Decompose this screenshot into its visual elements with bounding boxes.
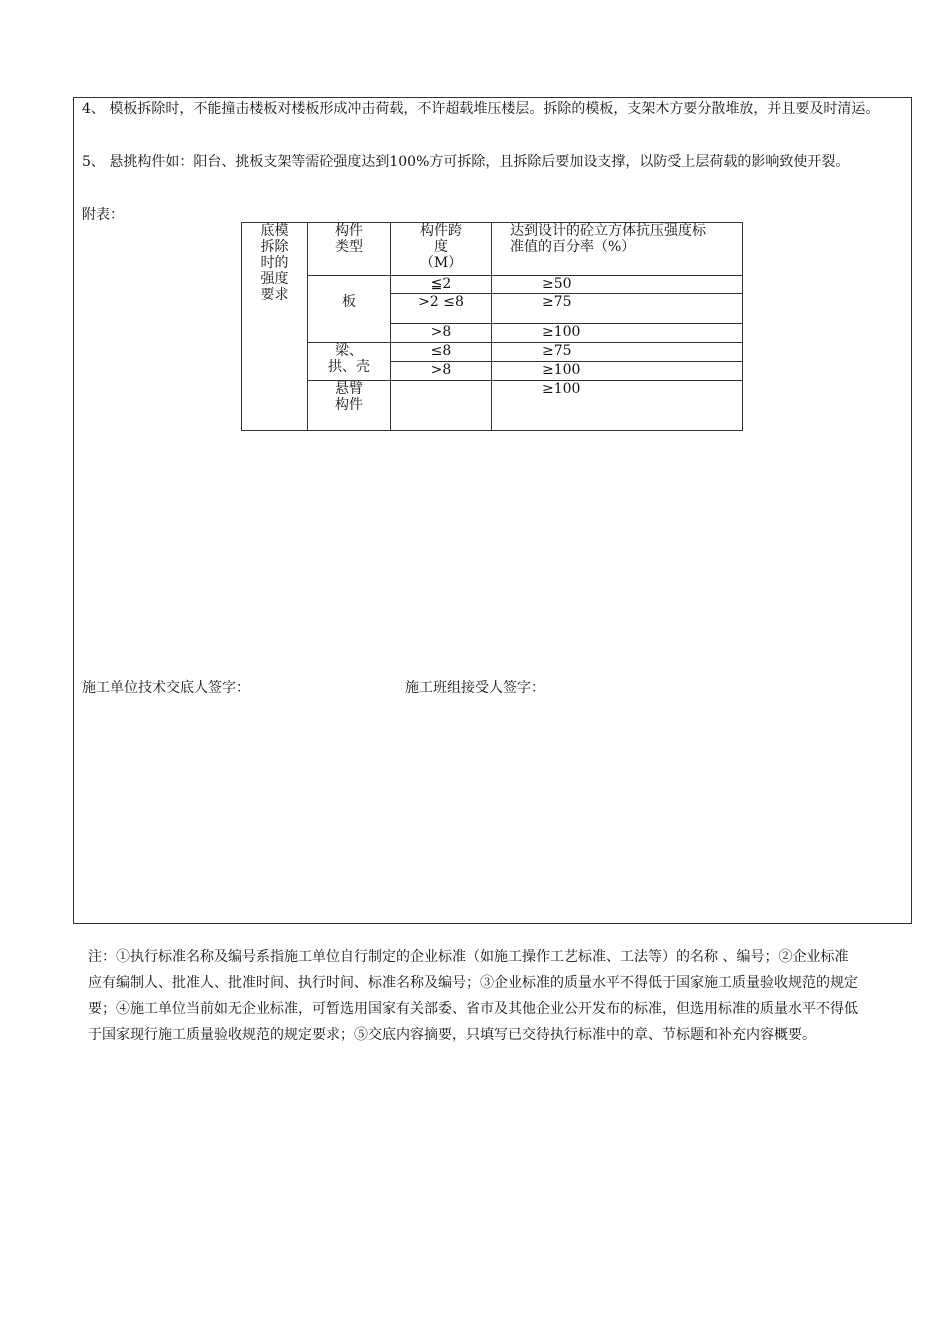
span-cell: ≦2 <box>391 276 492 294</box>
requirement-label-cell <box>242 223 308 431</box>
team-receiver-signature-label: 施工班组接受人签字： <box>405 680 545 696</box>
header-type: 构件类型 <box>308 223 391 276</box>
percent-cell: ≥75 <box>492 294 743 324</box>
strength-requirement-table <box>241 222 743 431</box>
appendix-label: 附表： <box>82 207 124 223</box>
span-cell: >8 <box>391 362 492 381</box>
paragraph-item-5: 5、 悬挑构件如：阳台、挑板支架等需砼强度达到100%方可拆除，且拆除后要加设支撑，以防受上层荷载的影响致使开裂。 <box>82 154 850 170</box>
tech-discloser-signature-label: 施工单位技术交底人签字： <box>82 680 250 696</box>
type-cantilever: 悬臂构件 <box>308 381 391 431</box>
header-span: 构件跨度（M） <box>391 223 492 276</box>
type-slab: 板 <box>308 276 391 343</box>
requirement-label: 底模拆除时的强度要求 <box>260 223 289 303</box>
percent-cell: ≥100 <box>492 324 743 343</box>
span-cell <box>391 381 492 431</box>
type-beam-arch-shell: 梁、拱、壳 <box>308 343 391 381</box>
footnote: 注：①执行标准名称及编号系指施工单位自行制定的企业标准（如施工操作工艺标准、工法等）的名称 、编号；②企业标准应有编制人、批准人、批准时间、执行时间、标准名称及编号；③企业标准的质量水平不得低于国家施工质量验收规范的规定要；④施工单位当前如无企业标准，可暂选用国家有关部委、省市及其他企业公开发布的标准，但选用标准的质量水平不得低于国家现行施工质量验收规范的规定要求；⑤交底内容摘要，只填写已交待执行标准中的章、节标题和补充内容概要。 <box>88 949 858 1043</box>
span-cell: >8 <box>391 324 492 343</box>
percent-cell: ≥100 <box>492 381 743 431</box>
span-cell: >2 ≤8 <box>391 294 492 324</box>
percent-cell: ≥50 <box>492 276 743 294</box>
header-percent: 达到设计的砼立方体抗压强度标准值的百分率（%） <box>492 223 743 276</box>
span-cell: ≤8 <box>391 343 492 362</box>
percent-cell: ≥100 <box>492 362 743 381</box>
percent-cell: ≥75 <box>492 343 743 362</box>
paragraph-item-4: 4、 模板拆除时，不能撞击楼板对楼板形成冲击荷载，不许超载堆压楼层。拆除的模板，支架木方要分散堆放，并且要及时清运。 <box>82 101 880 117</box>
